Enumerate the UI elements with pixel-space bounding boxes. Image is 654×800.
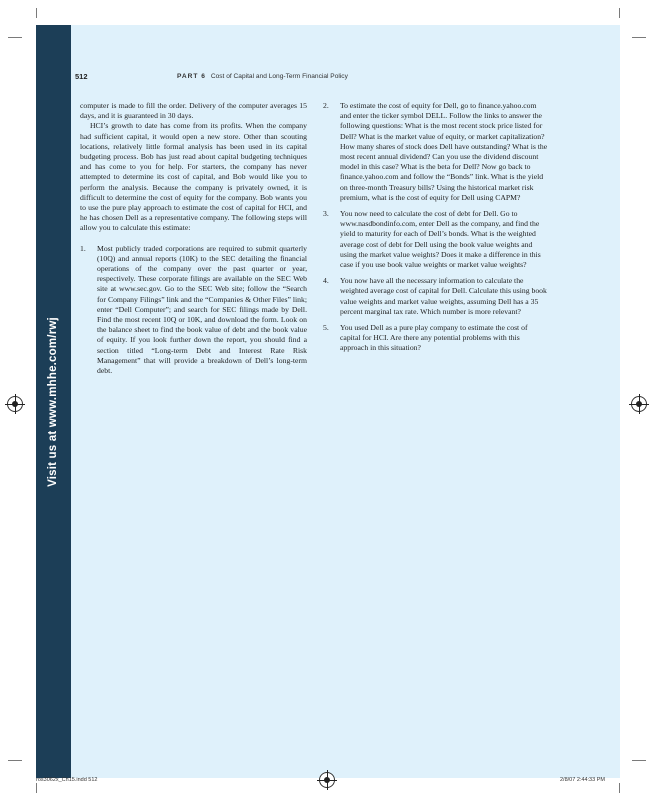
question-4 <box>323 276 549 317</box>
crop-mark <box>36 8 37 18</box>
registration-mark-icon <box>319 772 335 788</box>
crop-mark <box>632 760 646 761</box>
question-number: 2. <box>323 101 329 110</box>
question-3 <box>323 209 549 270</box>
right-column <box>323 101 549 354</box>
slug-left: ros3062x_Ch15.indd 512 <box>36 777 98 783</box>
registration-mark-icon <box>631 396 647 412</box>
question-number: 4. <box>323 276 329 286</box>
paragraph: computer is made to fill the order. Delivery of the computer averages 15 days, and it is guaranteed in 30 days. <box>80 101 307 121</box>
crop-mark <box>8 760 22 761</box>
crop-mark <box>619 783 620 793</box>
left-column <box>80 101 307 376</box>
question-number: 5. <box>323 323 329 333</box>
question-number: 3. <box>323 209 329 219</box>
part-title: Cost of Capital and Long-Term Financial Policy <box>210 73 348 80</box>
running-head <box>177 73 348 80</box>
crop-mark <box>36 783 37 793</box>
question-text: You now need to calculate the cost of debt for Dell. Go to www.nasdbondinfo.com, enter Dell as the company, and find the yield to maturity for each of Dell’s bonds. What is the weighted average cost of debt for Dell using the book value weights and using the market value weights? Does it make a difference in this case if you use book value weights or market value weights? <box>340 209 541 270</box>
paragraph: HCI’s growth to date has come from its profits. When the company had sufficient capital, it would open a new store. Other than scouting locations, relatively little formal analysis has been used in its capital budgeting process. Bob has just read about capital budgeting techniques and has come to you for help. For starters, the company has never attempted to determine its cost of capital, and Bob would like you to perform the analysis. Because the company is privately owned, it is difficult to determine the cost of equity for the company. Bob wants you to use the pure play approach to estimate the cost of capital for HCI, and he has chosen Dell as a representative company. The following steps will allow you to calculate this estimate: <box>80 121 307 233</box>
crop-mark <box>619 8 620 18</box>
question-text: You now have all the necessary information to calculate the weighted average cost of capital for Dell. Calculate this using book value weights and market value weights, assuming Dell has a 35 percent marginal tax rate. Which number is more relevant? <box>340 276 547 316</box>
registration-mark-icon <box>7 396 23 412</box>
question-number: 1. <box>80 243 86 253</box>
question-text: Most publicly traded corporations are required to submit quarterly (10Q) and annual reports (10K) to the SEC detailing the financial operations of the company over the past quarter or year, respectively. These corporate filings are available on the SEC Web site at www.sec.gov. Go to the SEC Web site; follow the “Search for Company Filings” link and the “Companies & Other Files” link; enter “Dell Computer”; and search for SEC filings made by Dell. Find the most recent 10Q or 10K, and download the form. Look on the balance sheet to find the book value of debt and the book value of equity. If you look further down the report, you should find a section titled “Long-term Debt and Interest Rate Risk Management” that will provide a breakdown of Dell’s long-term debt. <box>97 243 307 376</box>
part-label: PART 6 <box>177 73 206 80</box>
sidebar-url: Visit us at www.mhhe.com/rwj <box>47 317 59 487</box>
question-text: To estimate the cost of equity for Dell, go to finance.yahoo.com and enter the ticker symbol DELL. Follow the links to answer the following questions: What is the most recent stock price listed for Dell? What is the market value of equity, or market capitalization? How many shares of stock does Dell have outstanding? What is the most recent annual dividend? Can you use the dividend discount model in this case? What is the beta for Dell? Now go back to finance.yahoo.com and follow the “Bonds” link. What is the yield on three-month Treasury bills? Using the historical market risk premium, what is the cost of equity for Dell using CAPM? <box>340 101 548 202</box>
page-number: 512 <box>75 72 88 81</box>
crop-mark <box>8 37 22 38</box>
slug-right: 2/8/07 2:44:33 PM <box>560 777 605 783</box>
question-text: You used Dell as a pure play company to estimate the cost of capital for HCI. Are there any potential problems with this approach in this situation? <box>340 323 528 353</box>
question-2 <box>323 101 549 203</box>
question-5 <box>323 323 549 354</box>
crop-mark <box>632 37 646 38</box>
question-1 <box>80 244 307 377</box>
